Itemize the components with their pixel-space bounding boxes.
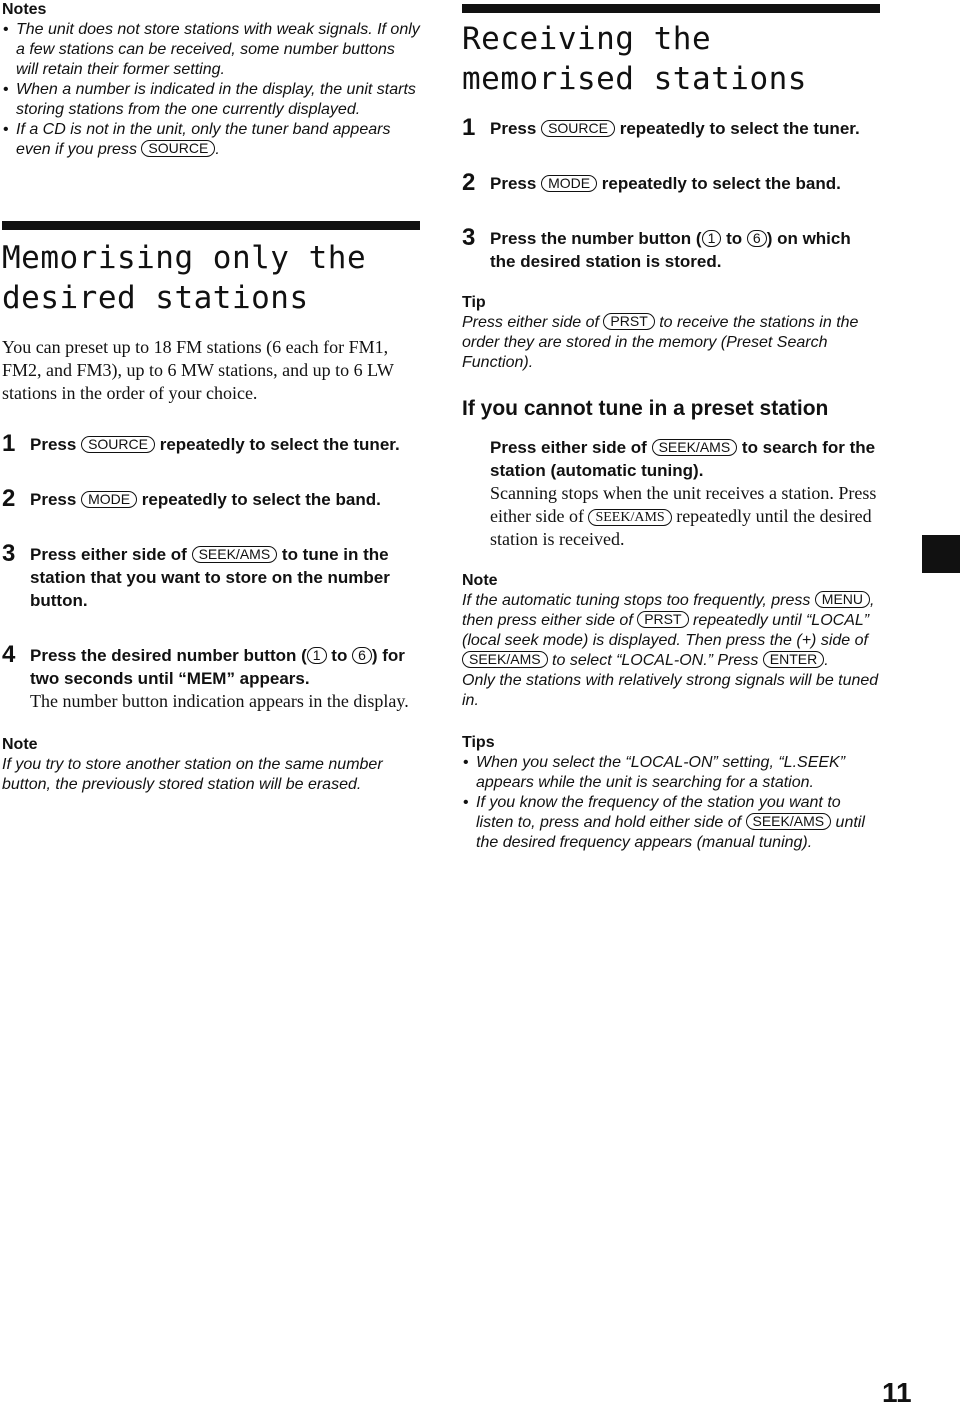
seek-ams-key-label: SEEK/AMS	[192, 546, 278, 563]
seek-ams-key-label: SEEK/AMS	[588, 509, 671, 526]
tip-item: • When you select the “LOCAL-ON” setting, “L.SEEK” appears while the unit is searching for a station.	[462, 753, 880, 793]
cannot-tune-block	[462, 436, 880, 551]
step-subtext: The number button indication appears in the display.	[30, 691, 409, 711]
tips-list	[462, 753, 880, 853]
source-key-label: SOURCE	[81, 436, 155, 453]
step-text: Press the number button ( 1 to 6 ) on which the desired station is stored.	[490, 229, 851, 271]
note-text-2: Only the stations with relatively strong signals will be tuned in.	[462, 672, 879, 709]
step-number: 2	[462, 169, 476, 196]
note-section	[2, 735, 420, 795]
seek-ams-key-label: SEEK/AMS	[652, 439, 738, 456]
intro-paragraph: You can preset up to 18 FM stations (6 each for FM1, FM2, and FM3), up to 6 MW stations, and up to 6 LW stations in the order of your choice.	[2, 337, 394, 403]
note-text: If you try to store another station on the same number button, the previously stored station will be erased.	[2, 756, 383, 793]
note-text-end: .	[215, 141, 220, 158]
chapter-tab-marker	[922, 535, 960, 573]
step-1	[2, 430, 420, 457]
step-text: Press MODE repeatedly to select the band.	[490, 174, 841, 193]
step-text: Press the desired number button ( 1 to 6 ) for two seconds until “MEM” appears. The number button indication appears in the display.	[30, 644, 420, 713]
note-item	[2, 20, 420, 80]
seek-ams-key-label: SEEK/AMS	[746, 813, 832, 830]
tips-section	[462, 733, 880, 853]
menu-key-label: MENU	[815, 591, 870, 608]
tip-item: • If you know the frequency of the station you want to listen to, press and hold either side of SEEK/AMS until the desired frequency appears (manual tuning).	[462, 793, 880, 853]
section-heading: Receiving the memorised stations	[462, 21, 807, 97]
right-column	[462, 0, 880, 853]
section-heading: Memorising only the desired stations	[2, 240, 367, 316]
mode-key-label: MODE	[81, 491, 137, 508]
note-item	[2, 80, 420, 120]
source-key-label: SOURCE	[541, 120, 615, 137]
step-number: 3	[2, 540, 16, 567]
step-1	[462, 114, 880, 141]
source-key-label: SOURCE	[141, 140, 215, 157]
step-number: 2	[2, 485, 16, 512]
number-6-key-label: 6	[352, 647, 372, 664]
notes-list	[2, 20, 420, 160]
notes-section	[2, 0, 420, 160]
notes-title: Notes	[2, 1, 47, 18]
section-rule	[2, 221, 420, 230]
enter-key-label: ENTER	[763, 651, 824, 668]
tip-title: Tip	[462, 294, 486, 311]
subheading: If you cannot tune in a preset station	[462, 397, 829, 420]
step-3	[462, 224, 880, 273]
number-1-key-label: 1	[702, 230, 722, 247]
prst-key-label: PRST	[603, 313, 654, 330]
note-text: If a CD is not in the unit, only the tuner band appears even if you press	[16, 121, 391, 158]
step-text: Press either side of SEEK/AMS to tune in the station that you want to store on the number button.	[30, 545, 390, 610]
left-column	[2, 0, 420, 795]
step-text: Press SOURCE repeatedly to select the tuner.	[30, 435, 400, 454]
page-number: 11	[882, 1377, 912, 1408]
note-text: If the automatic tuning stops too frequently, press MENU , then press either side of PRST repeatedly until “LOCAL” (local seek mode) is displayed. Then press the (+) side of SEEK/AMS to select “LOCAL-ON.” Press ENTER .	[462, 591, 875, 669]
step-text: Press SOURCE repeatedly to select the tuner.	[490, 119, 860, 138]
instruction-subtext: Scanning stops when the unit receives a station. Press either side of SEEK/AMS repeatedly until the desired station is received.	[490, 483, 877, 549]
note-text: When a number is indicated in the display, the unit starts storing stations from the one currently displayed.	[16, 81, 416, 118]
instruction-text: Press either side of SEEK/AMS to search for the station (automatic tuning).	[490, 438, 876, 480]
note-title: Note	[2, 736, 38, 753]
step-text: Press MODE repeatedly to select the band.	[30, 490, 381, 509]
tip-section	[462, 293, 880, 373]
step-4	[2, 641, 420, 713]
step-number: 1	[2, 430, 16, 457]
note-title: Note	[462, 572, 498, 589]
step-number: 1	[462, 114, 476, 141]
section-rule	[462, 4, 880, 13]
step-number: 4	[2, 641, 16, 668]
tip-text: Press either side of PRST to receive the stations in the order they are stored in the memory (Preset Search Function).	[462, 313, 859, 371]
number-6-key-label: 6	[747, 230, 767, 247]
mode-key-label: MODE	[541, 175, 597, 192]
note-text: The unit does not store stations with weak signals. If only a few stations can be received, some number buttons will retain their former setting.	[16, 21, 420, 78]
seek-ams-key-label: SEEK/AMS	[462, 651, 548, 668]
tips-title: Tips	[462, 734, 495, 751]
step-2	[462, 169, 880, 196]
note-section	[462, 571, 880, 711]
prst-key-label: PRST	[637, 611, 688, 628]
number-1-key-label: 1	[307, 647, 327, 664]
step-2	[2, 485, 420, 512]
step-number: 3	[462, 224, 476, 251]
step-3	[2, 540, 420, 612]
note-item	[2, 120, 420, 160]
